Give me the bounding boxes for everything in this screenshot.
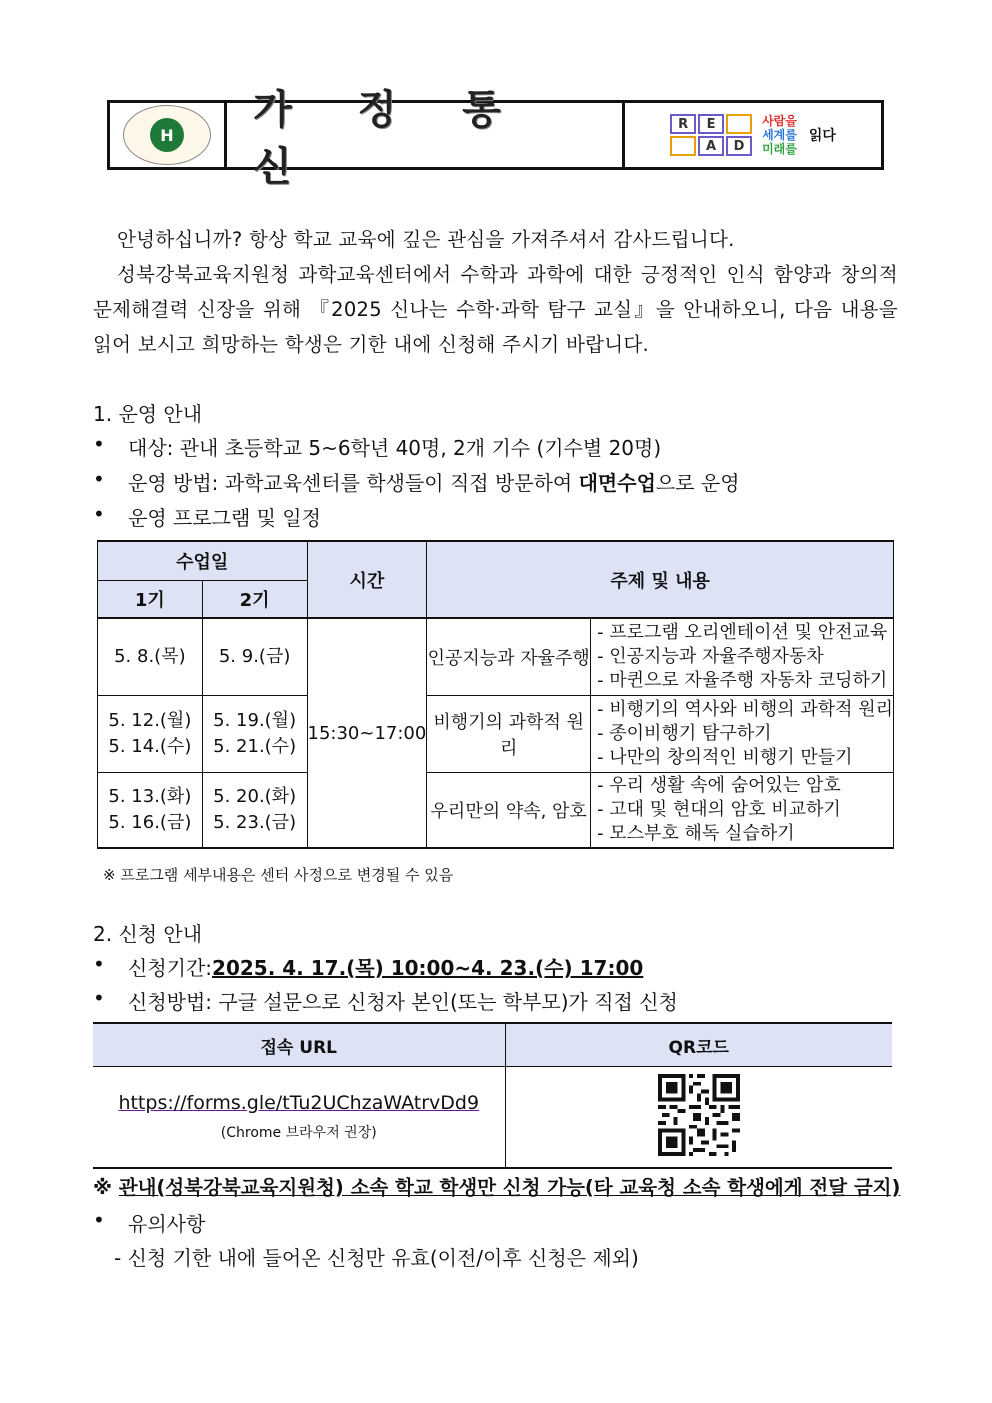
method-text: [128, 467, 740, 496]
period-value: 2025. 4. 17.(목) 10:00~4. 23.(수) 17:00: [212, 956, 644, 980]
bullet-period: [93, 952, 643, 981]
school-emblem-icon: H: [150, 118, 184, 152]
period-label: 신청기간:: [128, 956, 213, 980]
header-topic: 주제 및 내용: [427, 541, 894, 618]
list-item: - 나만의 창의적인 비행기 만들기: [597, 746, 853, 768]
header-class-day: 수업일: [98, 541, 308, 580]
header-time: 시간: [307, 541, 427, 618]
program-text: 운영 프로그램 및 일정: [128, 506, 321, 530]
items-cell: [591, 695, 894, 772]
bullet-caution: [93, 1208, 205, 1237]
read-logo-cell: [625, 103, 881, 167]
read-tiles: [670, 114, 752, 156]
bullet-target: [93, 432, 661, 461]
read-tile: [670, 136, 696, 156]
cohort2-date: 5. 9.(금): [202, 618, 307, 695]
time-cell: 15:30~17:00: [307, 618, 427, 848]
read-logo: [670, 114, 836, 156]
bullet-dot: •: [93, 952, 105, 976]
intro-text: [93, 222, 898, 362]
bullet-dot: •: [93, 467, 105, 491]
list-item: - 고대 및 현대의 암호 비교하기: [597, 798, 841, 820]
list-item: - 비행기의 역사와 비행의 과학적 원리: [597, 698, 893, 720]
apply-table: [93, 1022, 892, 1169]
qr-cell: [505, 1067, 892, 1169]
read-word: 읽다: [808, 128, 836, 144]
topic-cell: 우리만의 약속, 암호: [427, 772, 591, 848]
read-tile: D: [726, 136, 752, 156]
title-cell: [227, 87, 625, 190]
header-cohort2: 2기: [202, 580, 307, 618]
document-header: [107, 87, 884, 190]
slogan-line: 미래를: [762, 142, 797, 156]
method-bold: 대면수업: [578, 471, 656, 495]
restriction-mark: ※: [93, 1176, 119, 1199]
bullet-dot: •: [93, 1208, 105, 1232]
school-logo-cell: [110, 103, 227, 167]
method-suffix: 으로 운영: [655, 471, 740, 495]
items-cell: [591, 772, 894, 848]
topic-cell: 비행기의 과학적 원리: [427, 695, 591, 772]
bullet-dot: •: [93, 502, 105, 526]
caution-heading: 유의사항: [128, 1212, 206, 1236]
header-cohort1: 1기: [98, 580, 203, 618]
cohort2-date: 5. 19.(월) 5. 21.(수): [202, 695, 307, 772]
schedule-note: ※ 프로그램 세부내용은 센터 사정으로 변경될 수 있음: [103, 866, 454, 884]
items-cell: [591, 618, 894, 695]
list-item: - 모스부호 해독 실습하기: [597, 822, 795, 844]
topic-cell: 인공지능과 자율주행: [427, 618, 591, 695]
table-row: [98, 772, 894, 848]
qr-header: QR코드: [505, 1023, 892, 1067]
url-cell: [93, 1067, 505, 1169]
read-tile: E: [698, 114, 724, 134]
bullet-method: [93, 467, 740, 496]
schedule-table: [97, 540, 894, 849]
table-row: [98, 695, 894, 772]
table-row: [98, 618, 894, 695]
application-url-link[interactable]: https://forms.gle/tTu2UChzaWAtrvDd9: [118, 1092, 480, 1114]
list-item: - 종이비행기 탐구하기: [597, 722, 772, 744]
read-tile: R: [670, 114, 696, 134]
section2-heading: 2. 신청 안내: [93, 922, 203, 946]
list-item: - 프로그램 오리엔테이션 및 안전교육: [597, 621, 888, 643]
intro-greeting: 안녕하십니까? 항상 학교 교육에 깊은 관심을 가져주셔서 감사드립니다.: [117, 228, 735, 251]
list-item: - 마퀸으로 자율주행 자동차 코딩하기: [597, 669, 888, 691]
list-item: - 인공지능과 자율주행자동차: [597, 645, 824, 667]
section1-heading: 1. 운영 안내: [93, 402, 203, 426]
url-header: 접속 URL: [93, 1023, 505, 1067]
page-title: 가 정 통 신: [253, 87, 527, 190]
list-item: - 우리 생활 속에 숨어있는 암호: [597, 774, 841, 796]
restriction-notice: [93, 1172, 900, 1200]
bullet-apply-method: [93, 986, 678, 1015]
intro-body: 성북강북교육지원청 과학교육센터에서 수학과 과학에 대한 긍정적인 인식 함양과 창의적 문제해결력 신장을 위해 『2025 신나는 수학·과학 탐구 교실』을 안내하오니, 다음 내용을 읽어 보시고 희망하는 학생은 기한 내에 신청해 주시기 바랍니다.: [93, 263, 898, 356]
cohort1-date: 5. 12.(월) 5. 14.(수): [98, 695, 203, 772]
method-prefix: 운영 방법: 과학교육센터를 학생들이 직접 방문하여: [128, 471, 579, 495]
restriction-text: 관내(성북강북교육지원청) 소속 학교 학생만 신청 가능(타 교육청 소속 학생에게 전달 금지): [118, 1176, 901, 1199]
school-seal-logo: [123, 105, 211, 165]
read-slogan: [762, 114, 797, 156]
read-tile: A: [698, 136, 724, 156]
slogan-line: 세계를: [762, 128, 797, 142]
qr-code-icon[interactable]: [658, 1074, 740, 1156]
cohort1-date: 5. 8.(목): [98, 618, 203, 695]
slogan-line: 사람을: [762, 114, 797, 128]
target-text: 대상: 관내 초등학교 5~6학년 40명, 2개 기수 (기수별 20명): [128, 436, 662, 460]
bullet-program: [93, 502, 321, 531]
cohort2-date: 5. 20.(화) 5. 23.(금): [202, 772, 307, 848]
cohort1-date: 5. 13.(화) 5. 16.(금): [98, 772, 203, 848]
apply-method-text: 신청방법: 구글 설문으로 신청자 본인(또는 학부모)가 직접 신청: [128, 990, 678, 1014]
browser-note: (Chrome 브라우저 권장): [220, 1125, 377, 1141]
read-tile: [726, 114, 752, 134]
bullet-dot: •: [93, 432, 105, 456]
caution-item: - 신청 기한 내에 들어온 신청만 유효(이전/이후 신청은 제외): [114, 1246, 639, 1270]
bullet-dot: •: [93, 986, 105, 1010]
